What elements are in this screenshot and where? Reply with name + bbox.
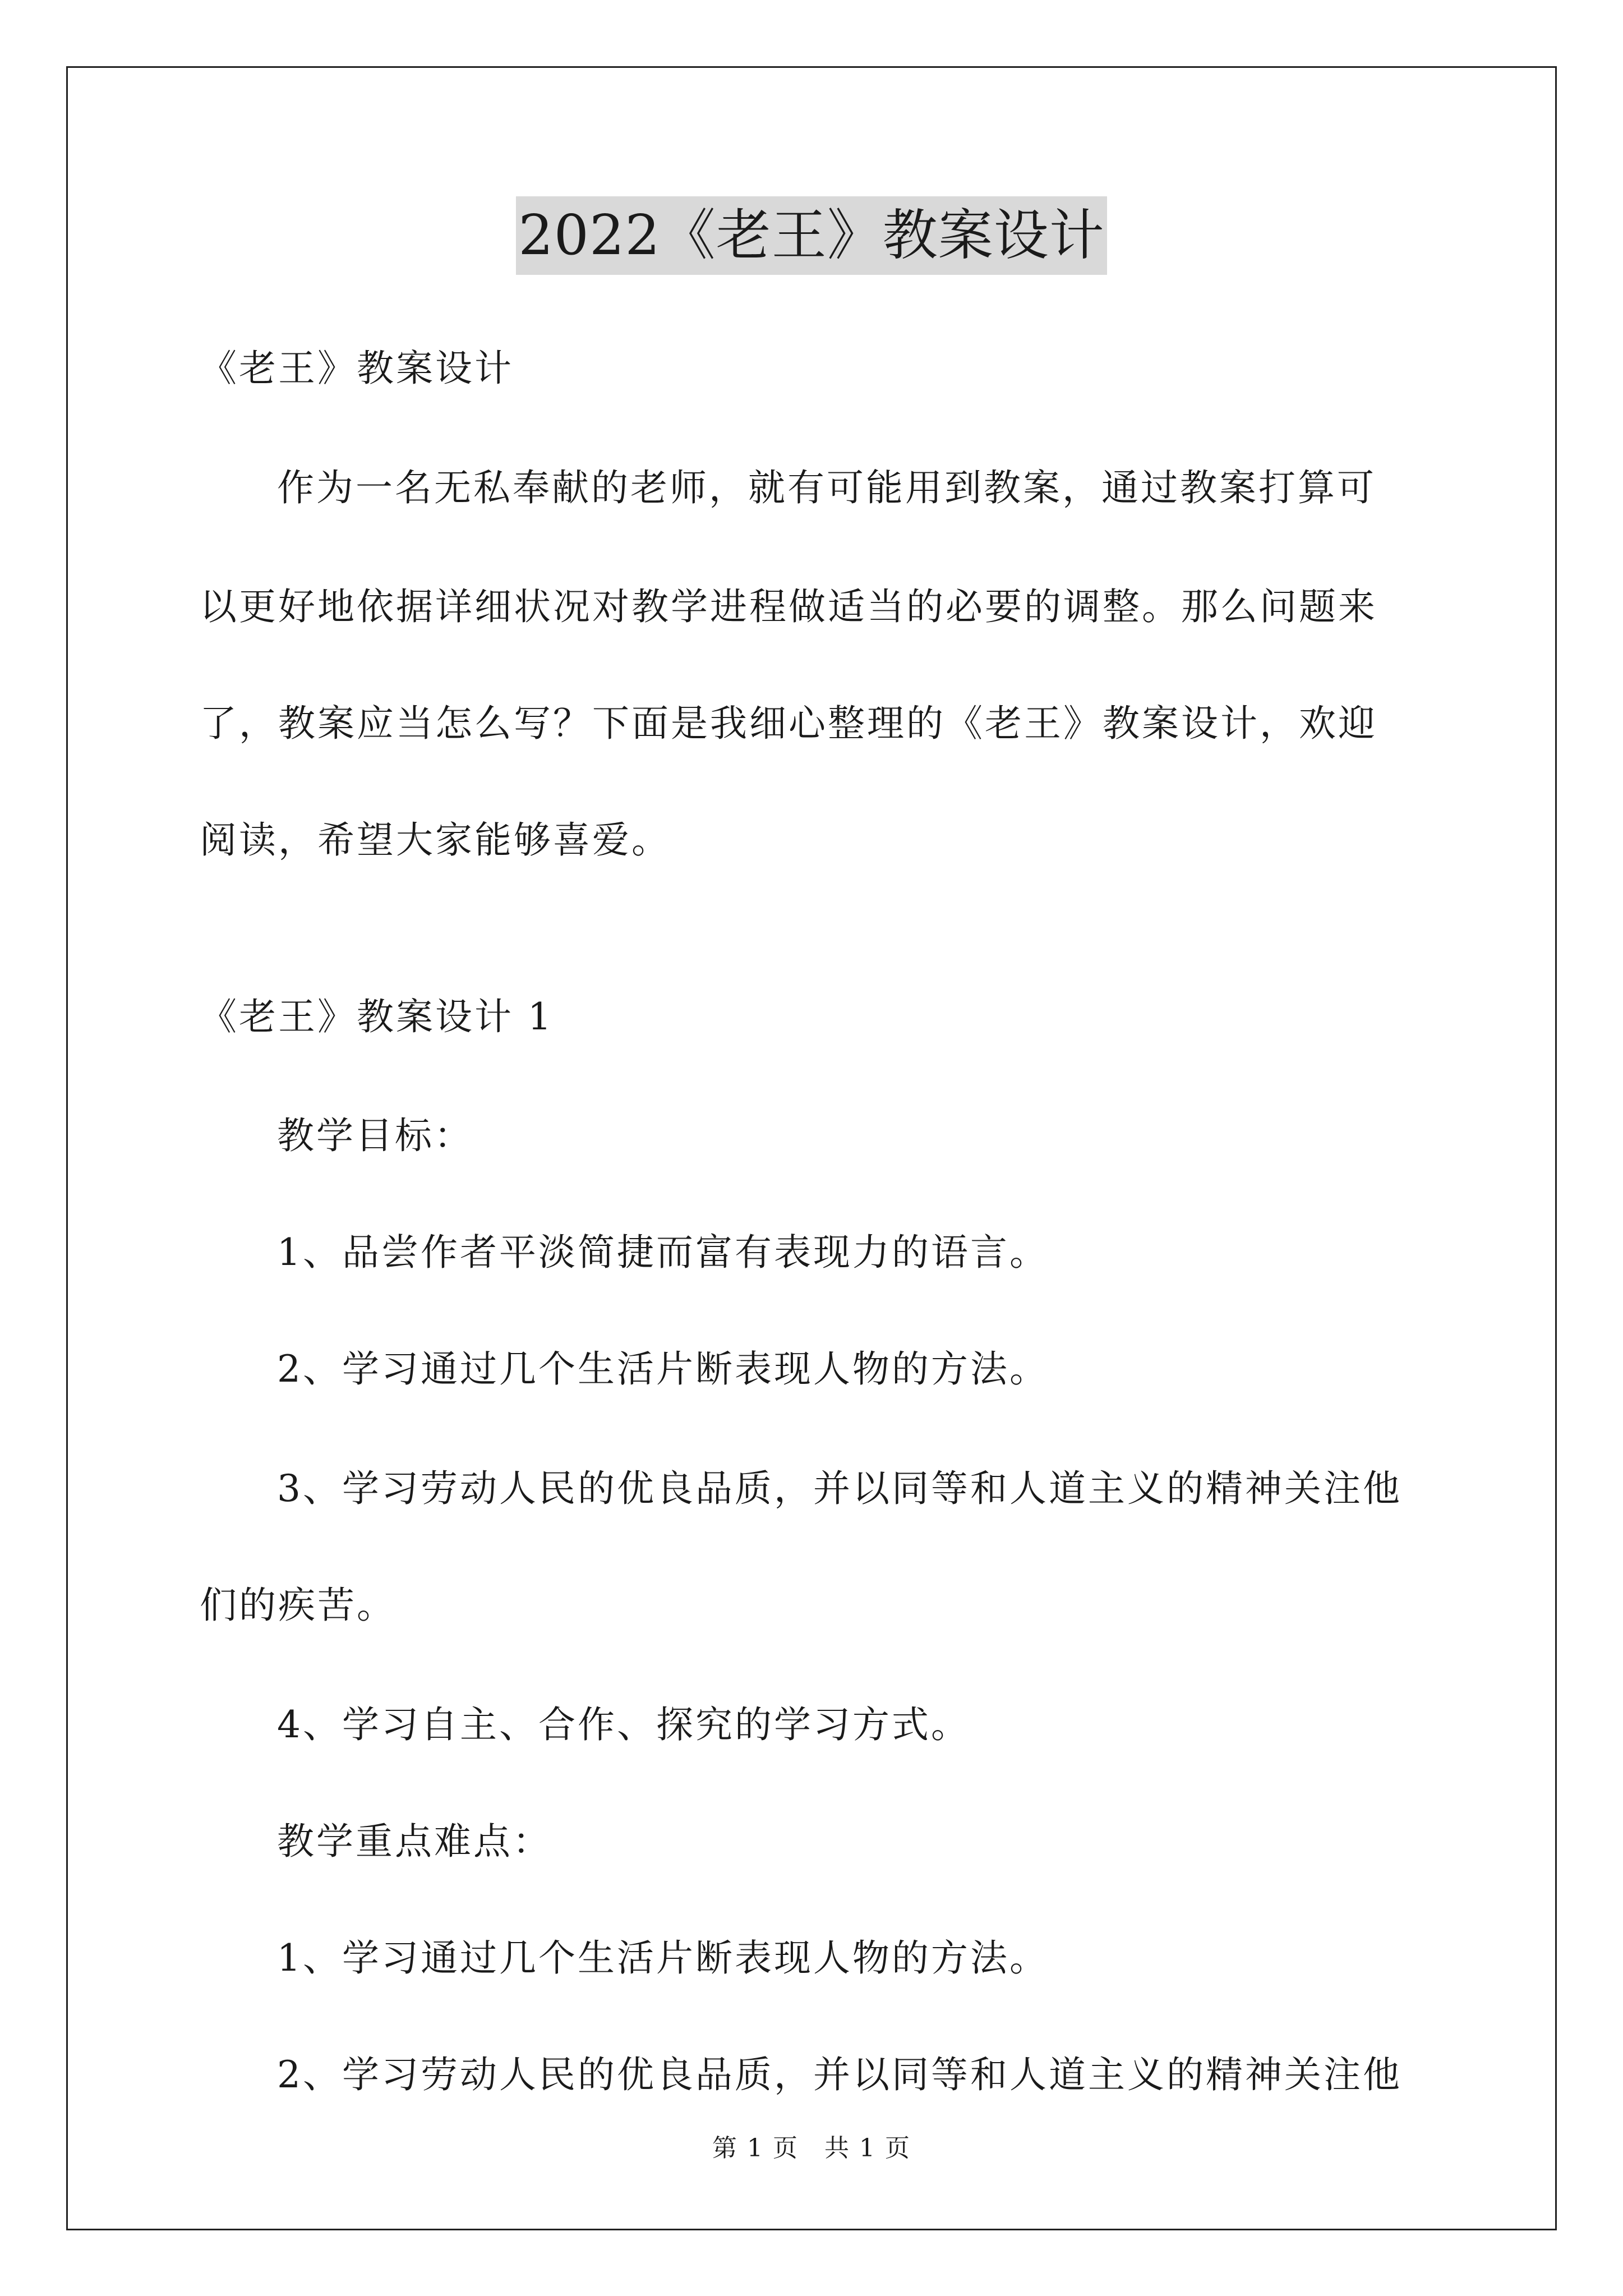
document-title: 2022《老王》教案设计 xyxy=(516,196,1106,275)
paragraph-line: 了，教案应当怎么写？下面是我细心整理的《老王》教案设计，欢迎 xyxy=(200,702,1377,745)
page-footer: 第 1 页 共 1 页 xyxy=(712,2134,911,2162)
list-item: 1、品尝作者平淡简捷而富有表现力的语言。 xyxy=(277,1231,1049,1274)
paragraph-line: 作为一名无私奉献的老师，就有可能用到教案，通过教案打算可 xyxy=(277,466,1376,509)
list-item: 3、学习劳动人民的优良品质，并以同等和人道主义的精神关注他 xyxy=(277,1467,1402,1510)
list-item: 4、学习自主、合作、探究的学习方式。 xyxy=(277,1703,970,1746)
document-title-block xyxy=(0,196,1623,275)
subheading-key-points: 教学重点难点： xyxy=(277,1820,552,1863)
list-item: 2、学习劳动人民的优良品质，并以同等和人道主义的精神关注他 xyxy=(277,2053,1402,2096)
list-item: 2、学习通过几个生活片断表现人物的方法。 xyxy=(277,1347,1049,1391)
list-item: 1、学习通过几个生活片断表现人物的方法。 xyxy=(277,1936,1049,1980)
paragraph-line: 阅读，希望大家能够喜爱。 xyxy=(200,818,671,862)
paragraph-line: 以更好地依据详细状况对教学进程做适当的必要的调整。那么问题来 xyxy=(200,585,1377,628)
subheading-objectives: 教学目标： xyxy=(277,1114,473,1157)
subtitle-line: 《老王》教案设计 xyxy=(200,347,514,390)
section-heading: 《老王》教案设计 1 xyxy=(200,995,554,1038)
list-item-continuation: 们的疾苦。 xyxy=(200,1584,396,1627)
